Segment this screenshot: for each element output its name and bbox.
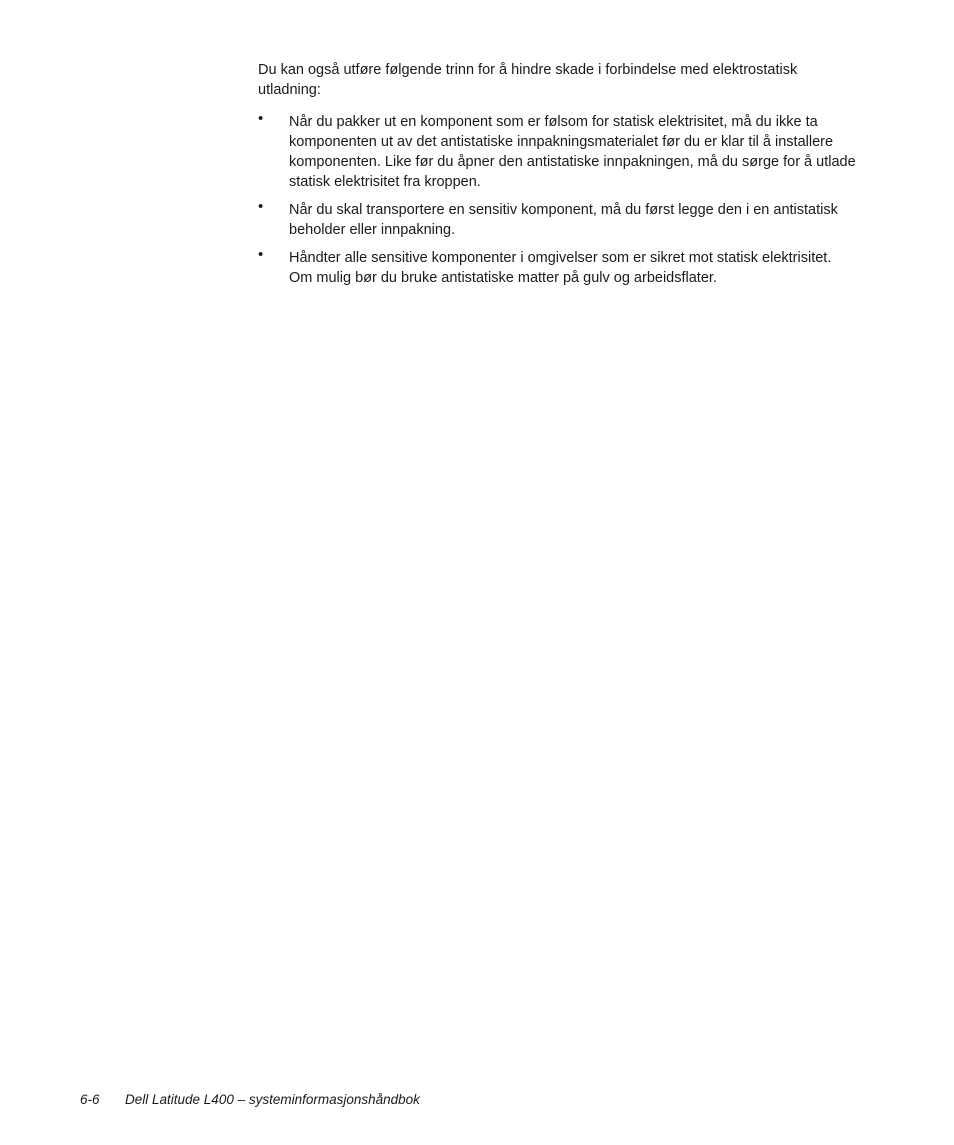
page-footer [80, 1091, 420, 1109]
list-item [258, 248, 858, 288]
bullet-icon: • [258, 110, 264, 127]
intro-paragraph: Du kan også utføre følgende trinn for å hindre skade i forbindelse med elektrostatisk utladning: [258, 62, 798, 98]
bullet-icon: • [258, 246, 264, 263]
list-item-text: Når du skal transportere en sensitiv komponent, må du først legge den i en antistatisk beholder eller innpakning. [289, 202, 838, 238]
bullet-icon: • [258, 198, 264, 215]
list-item-text: Håndter alle sensitive komponenter i omgivelser som er sikret mot statisk elektrisitet. Om mulig bør du bruke antistatiske matter på gulv og arbeidsflater. [289, 250, 832, 286]
list-item [258, 112, 858, 192]
page-number: 6-6 [80, 1092, 100, 1107]
list-item-text: Når du pakker ut en komponent som er følsom for statisk elektrisitet, må du ikke ta komponenten ut av det antistatiske innpakningsmaterialet før du er klar til å installere komponenten. Like før du åpner den antistatiske innpakningen, må du sørge for å utlade statisk elektrisitet fra kroppen. [289, 114, 856, 190]
bullet-list [258, 112, 858, 288]
footer-title: Dell Latitude L400 – systeminformasjonshåndbok [125, 1092, 420, 1107]
list-item [258, 200, 858, 240]
page-content [258, 60, 858, 296]
